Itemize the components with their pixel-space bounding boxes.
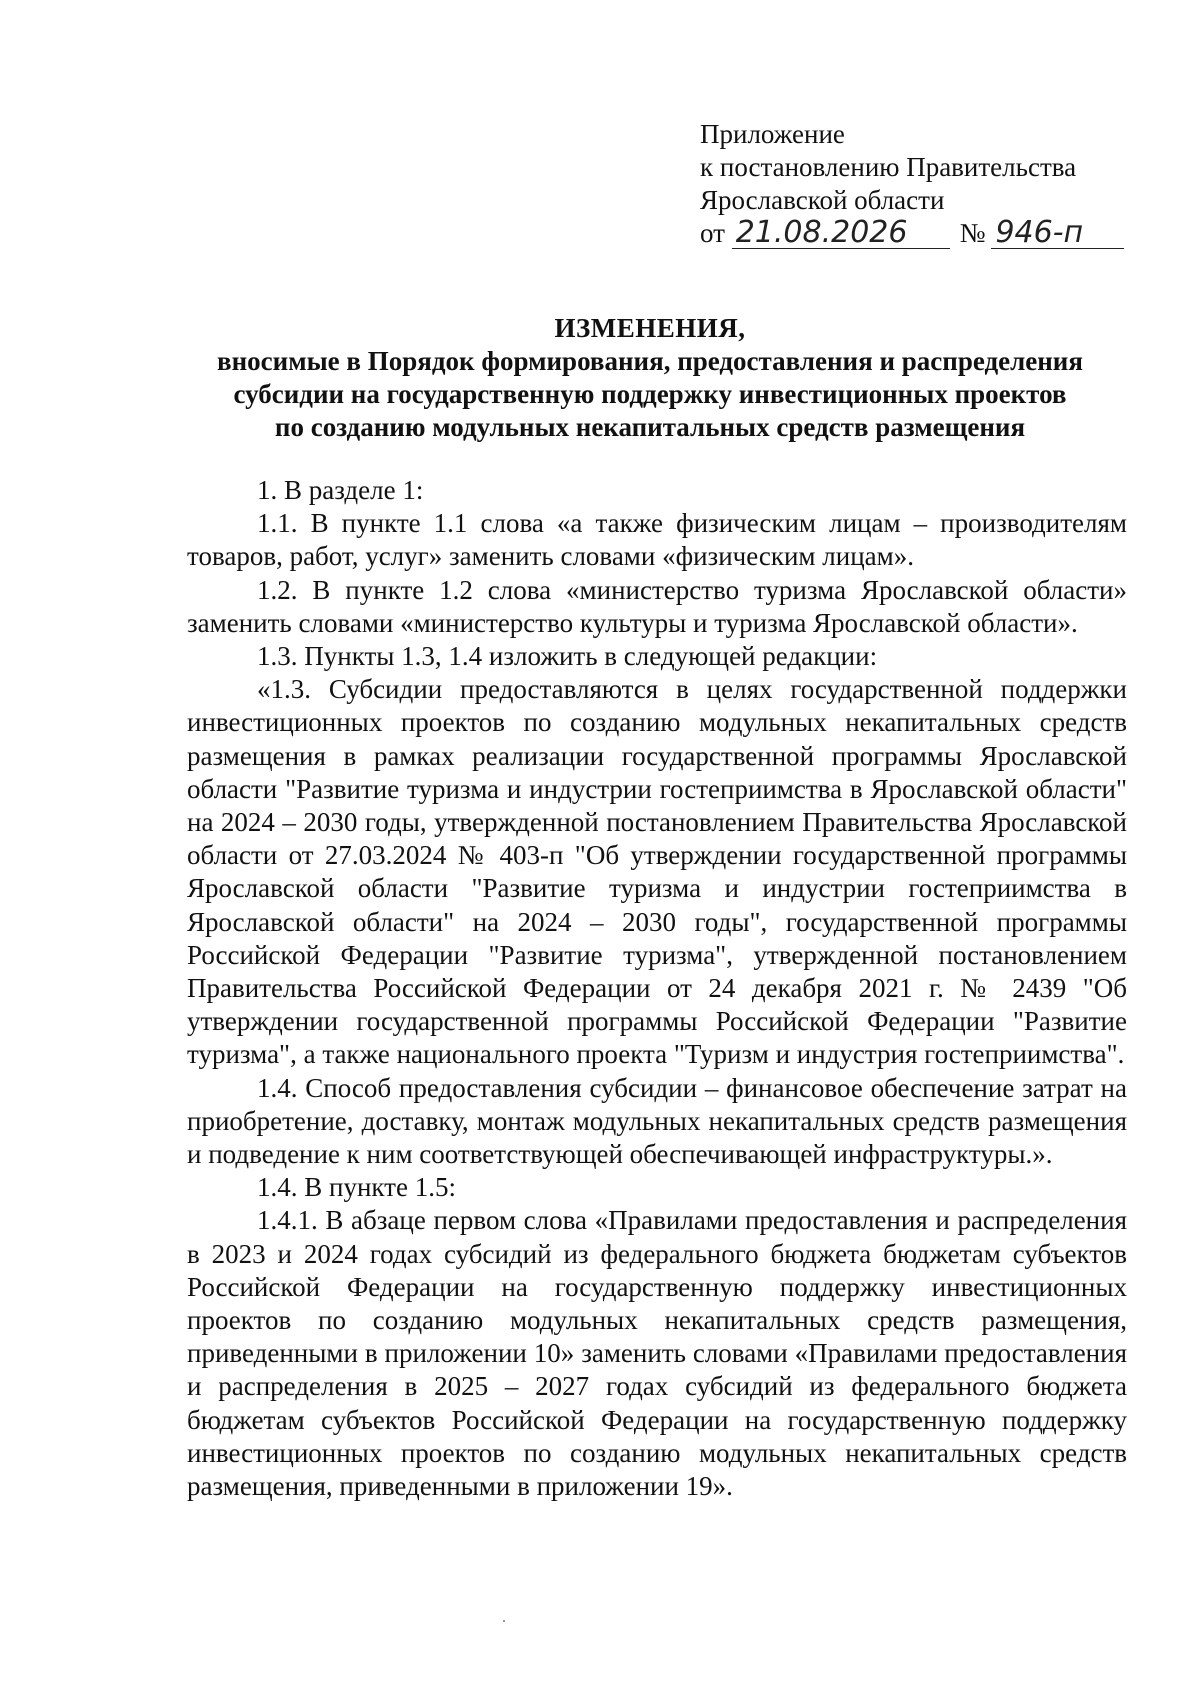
handwritten-date: 21.08.2026	[732, 218, 950, 249]
title-heading: ИЗМЕНЕНИЯ,	[554, 313, 746, 343]
paragraph-1-4-1: 1.4.1. В абзаце первом слова «Правилами предоставления и распределения в 2023 и 2024 годах субсидий из федерального бюджета бюджетам субъектов Российской Федерации на государственную поддержку инвестиционных проектов по созданию модульных некапитальных средств размещения, приведенными в приложении 10» заменить словами «Правилами предоставления и распределения в 2025 – 2027 годах субсидий из федерального бюджета бюджетам субъектов Российской Федерации на государственную поддержку инвестиционных проектов по созданию модульных некапитальных средств размещения, приведенными в приложении 19».	[187, 1205, 1127, 1502]
date-prefix: от	[700, 218, 725, 248]
title-line-2: вносимые в Порядок формирования, предоставления и распределения	[217, 346, 1083, 376]
number-sign: №	[959, 218, 986, 248]
appendix-header	[700, 118, 1160, 250]
paragraph-quote-1-4: 1.4. Способ предоставления субсидии – финансовое обеспечение затрат на приобретение, доставку, монтаж модульных некапитальных средств размещения и подведение к ним соответствующей обеспечивающей инфраструктуры.».	[187, 1072, 1127, 1170]
title-line-3: субсидии на государственную поддержку инвестиционных проектов	[233, 379, 1067, 409]
scan-speck	[503, 1620, 505, 1622]
paragraph-section-1: 1. В разделе 1:	[257, 475, 424, 505]
title-line-4: по созданию модульных некапитальных средств размещения	[274, 412, 1026, 442]
paragraph-1-2: 1.2. В пункте 1.2 слова «министерство туризма Ярославской области» заменить словами «министерство культуры и туризма Ярославской области».	[187, 574, 1127, 638]
paragraph-1-4: 1.4. В пункте 1.5:	[257, 1172, 456, 1203]
paragraph-1-1: 1.1. В пункте 1.1 слова «а также физическим лицам – производителям товаров, работ, услуг» заменить словами «физическим лицам».	[187, 508, 1127, 572]
paragraph-1-3: 1.3. Пункты 1.3, 1.4 изложить в следующей редакции:	[257, 641, 878, 672]
appendix-region: Ярославской области	[700, 185, 945, 215]
appendix-reference: к постановлению Правительства	[700, 152, 1077, 182]
handwritten-number: 946-п	[991, 218, 1124, 249]
appendix-label: Приложение	[700, 119, 845, 149]
document-title	[150, 312, 1150, 444]
appendix-date-number-line	[700, 217, 1160, 250]
paragraph-quote-1-3: «1.3. Субсидии предоставляются в целях государственной поддержки инвестиционных проектов по созданию модульных некапитальных средств размещения в рамках реализации государственной программы Ярославской области "Развитие туризма и индустрии гостеприимства в Ярославской области" на 2024 – 2030 годы, утвержденной постановлением Правительства Ярославской области от 27.03.2024 № 403-п "Об утверждении государственной программы Ярославской области "Развитие туризма и индустрии гостеприимства в Ярославской области" на 2024 – 2030 годы", государственной программы Российской Федерации "Развитие туризма", утвержденной постановлением Правительства Российской Федерации от 24 декабря 2021 г. № 2439 "Об утверждении государственной программы Российской Федерации "Развитие туризма", а также национального проекта "Туризм и индустрия гостеприимства".	[187, 674, 1127, 1070]
document-body	[187, 474, 1127, 1503]
